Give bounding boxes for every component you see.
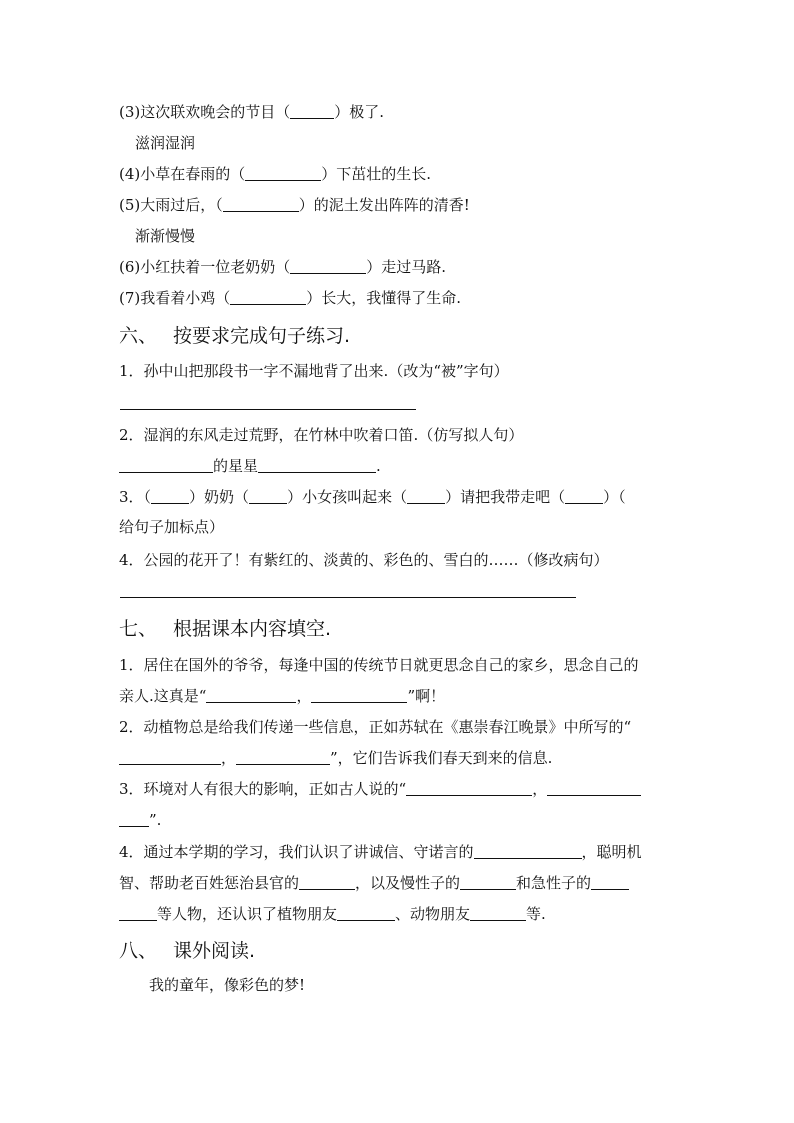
answer-blank[interactable] [258, 458, 376, 473]
question-7-4 [119, 842, 642, 862]
question-7-2-fill [119, 748, 552, 768]
answer-blank[interactable] [223, 197, 299, 212]
text: ，聪明机 [581, 843, 642, 861]
text: 的星星 [213, 457, 259, 475]
question-5-3 [119, 102, 384, 122]
section-title: 课外阅读. [173, 940, 256, 962]
text: 4．通过本学期的学习，我们认识了讲诚信、守诺言的 [119, 843, 474, 861]
question-7-1: 1．居住在国外的爷爷，每逢中国的传统节日就更思念自己的家乡，思念自己的 [119, 656, 639, 674]
answer-blank[interactable] [119, 906, 157, 921]
answer-line[interactable] [120, 597, 576, 598]
answer-blank[interactable] [230, 290, 306, 305]
question-7-2: 2．动植物总是给我们传递一些信息，正如苏轼在《惠崇春江晚景》中所写的“ [119, 718, 632, 736]
text: . [376, 457, 381, 475]
answer-blank[interactable] [299, 875, 355, 890]
text: 亲人.这真是“ [119, 687, 207, 705]
text: (4)小草在春雨的（ [119, 165, 246, 183]
answer-blank[interactable] [474, 844, 582, 859]
text: 等人物，还认识了植物朋友 [157, 905, 338, 923]
text: ）奶奶（ [189, 488, 250, 506]
text: ”. [149, 811, 162, 829]
answer-blank[interactable] [206, 688, 296, 703]
question-6-2: 2．湿润的东风走过荒野，在竹林中吹着口笛.（仿写拟人句） [119, 426, 524, 444]
text: ， [221, 749, 237, 767]
text: ，以及慢性子的 [355, 874, 461, 892]
text: 智、帮助老百姓惩治县官的 [119, 874, 300, 892]
answer-blank[interactable] [311, 688, 407, 703]
text: (6)小红扶着一位老奶奶（ [119, 258, 291, 276]
text: ）下茁壮的生长. [321, 165, 432, 183]
answer-blank[interactable] [407, 489, 445, 504]
answer-blank[interactable] [151, 489, 189, 504]
question-5-7 [119, 288, 461, 308]
text: ， [532, 780, 548, 798]
text: 3．环境对人有很大的影响，正如古人说的“ [119, 780, 407, 798]
answer-blank[interactable] [249, 489, 287, 504]
text: ”啊！ [407, 687, 446, 705]
reading-passage-first-line: 我的童年，像彩色的梦! [149, 976, 306, 994]
question-7-1-fill [119, 686, 445, 706]
question-6-3-line2: 给句子加标点） [119, 518, 225, 536]
section-8-heading [119, 939, 255, 963]
word-choice-pair: 滋润湿润 [135, 134, 196, 152]
question-7-3 [119, 779, 641, 799]
word-choice-pair: 渐渐慢慢 [135, 227, 196, 245]
question-5-5 [119, 195, 470, 215]
text: ， [296, 687, 312, 705]
text: ）请把我带走吧（ [445, 488, 566, 506]
question-7-3-fill [119, 810, 161, 830]
answer-blank[interactable] [591, 875, 629, 890]
question-6-4: 4．公园的花开了！有紫红的、淡黄的、彩色的、雪白的……（修改病句） [119, 551, 609, 569]
text: 等. [526, 905, 546, 923]
text: ）极了. [334, 103, 385, 121]
answer-blank[interactable] [119, 458, 213, 473]
section-number: 七、 [119, 618, 158, 640]
answer-line[interactable] [120, 409, 416, 410]
text: ”，它们告诉我们春天到来的信息. [330, 749, 553, 767]
answer-blank[interactable] [470, 906, 526, 921]
question-6-2-fill [119, 456, 381, 476]
text: (7)我看着小鸡（ [119, 289, 231, 307]
text: ）长大，我懂得了生命. [306, 289, 462, 307]
text: 3．（ [119, 488, 152, 506]
question-7-4-line3 [119, 904, 546, 924]
question-5-4 [119, 164, 431, 184]
section-title: 根据课本内容填空. [173, 618, 332, 640]
text: (3)这次联欢晚会的节目（ [119, 103, 291, 121]
answer-blank[interactable] [406, 781, 532, 796]
text: ）的泥土发出阵阵的清香! [298, 196, 470, 214]
question-7-4-line2 [119, 873, 629, 893]
section-number: 六、 [119, 325, 158, 347]
text: ）小女孩叫起来（ [287, 488, 408, 506]
answer-blank[interactable] [119, 812, 149, 827]
text: 和急性子的 [516, 874, 592, 892]
answer-blank[interactable] [290, 104, 334, 119]
answer-blank[interactable] [460, 875, 516, 890]
section-title: 按要求完成句子练习. [173, 325, 351, 347]
text: (5)大雨过后，（ [119, 196, 223, 214]
answer-blank[interactable] [236, 750, 330, 765]
answer-blank[interactable] [290, 259, 366, 274]
section-7-heading [119, 617, 331, 641]
answer-blank[interactable] [245, 166, 321, 181]
text: ）走过马路. [366, 258, 447, 276]
answer-blank[interactable] [337, 906, 395, 921]
answer-blank[interactable] [547, 781, 641, 796]
text: ）（ [603, 488, 626, 506]
answer-blank[interactable] [565, 489, 603, 504]
text: 、动物朋友 [395, 905, 471, 923]
question-5-6 [119, 257, 446, 277]
section-6-heading [119, 324, 350, 348]
question-6-1: 1．孙中山把那段书一字不漏地背了出来.（改为“被”字句） [119, 362, 509, 380]
question-6-3 [119, 487, 626, 507]
section-number: 八、 [119, 940, 158, 962]
answer-blank[interactable] [119, 750, 221, 765]
